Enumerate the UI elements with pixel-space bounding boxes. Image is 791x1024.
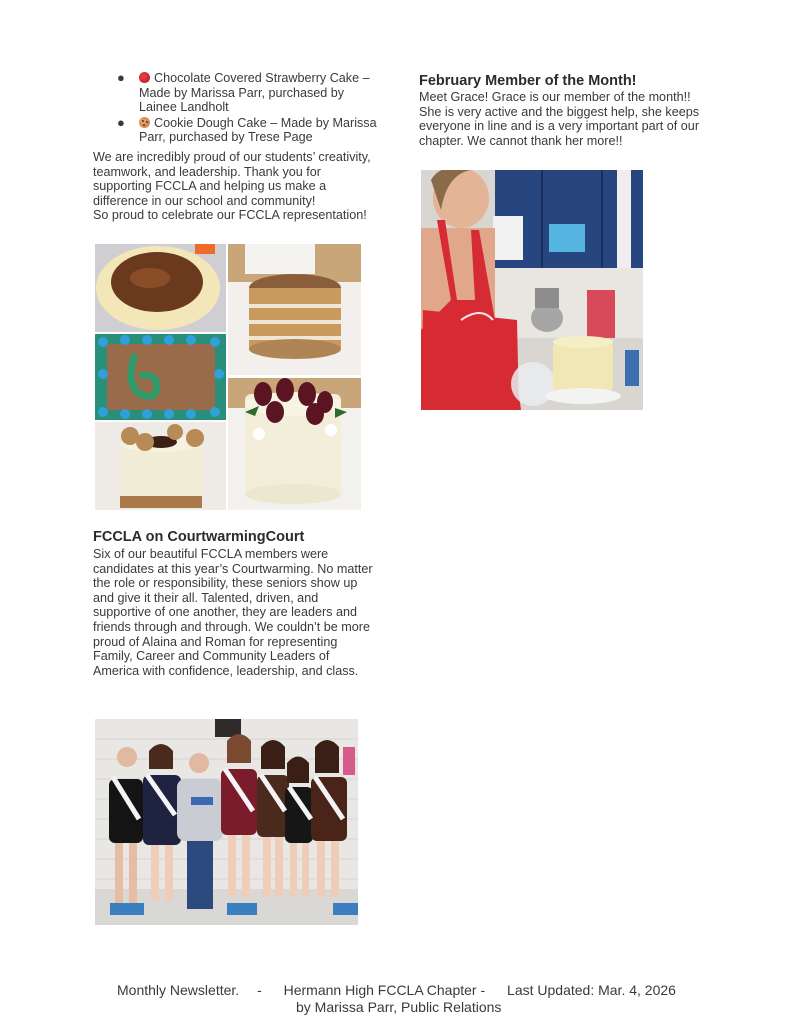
- court-section-title: FCCLA on CourtwarmingCourt: [93, 529, 305, 545]
- cookie-topped-cake-photo: [95, 422, 226, 510]
- cake-item-text: Cookie Dough Cake – Made by Marissa Parr, purchased by Trese Page: [139, 115, 377, 145]
- member-section-body: Meet Grace! Grace is our member of the month!! She is very active and the biggest help, she keeps everyone in line and is a very important part of our chapter. We cannot thank her more!!: [419, 90, 700, 148]
- footer-last-updated: Last Updated: Mar. 4, 2026: [507, 982, 676, 998]
- cake-collage: [95, 244, 361, 510]
- cookie-cake-photo: [95, 334, 226, 420]
- strawberry-icon: [139, 72, 150, 83]
- bullet-icon: ●: [117, 70, 125, 85]
- cookie-icon: [139, 117, 150, 128]
- cake-collage-image: [95, 244, 361, 510]
- pecan-cake-photo: [95, 244, 226, 332]
- grace-baking-image: [421, 170, 643, 410]
- footer-separator: -: [257, 982, 262, 998]
- bullet-icon: ●: [117, 114, 125, 130]
- cake-list-item: [93, 116, 383, 145]
- footer-newsletter: Monthly Newsletter.: [117, 982, 240, 998]
- footer-byline: by Marissa Parr, Public Relations: [296, 999, 502, 1015]
- cake-list-item: [93, 71, 383, 115]
- courtwarming-group-image: [95, 719, 358, 925]
- thanks-closing: So proud to celebrate our FCCLA representation!: [93, 208, 367, 222]
- strawberry-cake-photo: [228, 378, 361, 510]
- footer-line-1: [117, 982, 676, 999]
- courtwarming-photo: [95, 719, 358, 925]
- footer-chapter: Hermann High FCCLA Chapter -: [283, 982, 486, 998]
- cake-list: [93, 71, 383, 145]
- tiramisu-cake-photo: [228, 244, 361, 375]
- member-section-title: February Member of the Month!: [419, 73, 637, 89]
- member-of-month-photo: [421, 170, 643, 410]
- thanks-paragraph: We are incredibly proud of our students’ creativity, teamwork, and leadership. Thank you for supporting FCCLA and helping us make a difference in our school and community!: [93, 150, 371, 208]
- cake-item-text: Chocolate Covered Strawberry Cake –Made by Marissa Parr, purchased by Lainee Landholt: [139, 71, 370, 115]
- court-section-body: Six of our beautiful FCCLA members were candidates at this year’s Courtwarming. No matter the role or responsibility, these seniors show up and give it their all. Talented, driven, and supportive of one another, they are leaders and friends through and through. We couldn’t be more proud of Alaina and Roman for representing Family, Career and Community Leaders of America with confidence, leadership, and class.: [93, 547, 373, 678]
